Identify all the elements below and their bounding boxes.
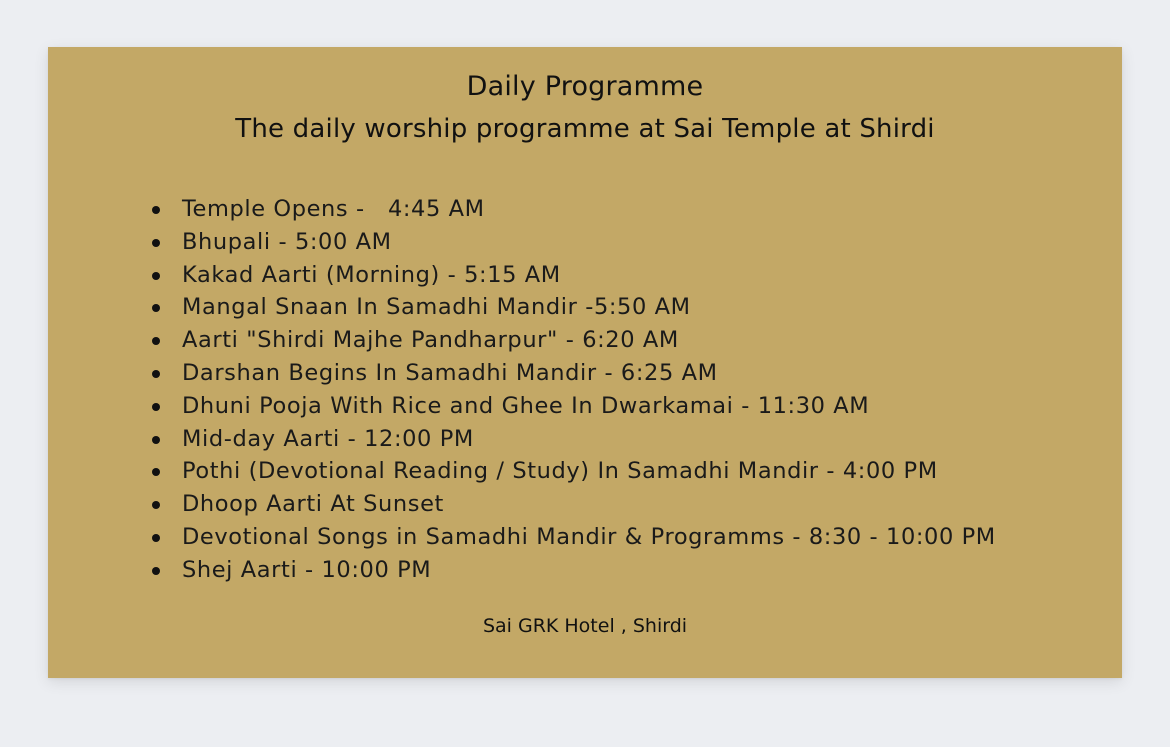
schedule-item-bhupali <box>149 226 996 259</box>
bullet-icon <box>152 304 160 312</box>
schedule-item-shej-aarti <box>149 554 996 587</box>
schedule-item-label: Kakad Aarti (Morning) - 5:15 AM <box>182 261 561 288</box>
schedule-item-label: Pothi (Devotional Reading / Study) In Samadhi Mandir - 4:00 PM <box>182 458 938 485</box>
schedule-item-label: Mangal Snaan In Samadhi Mandir -5:50 AM <box>182 294 691 321</box>
schedule-item-label: Bhupali - 5:00 AM <box>182 228 392 255</box>
schedule-item-label: Dhuni Pooja With Rice and Ghee In Dwarkamai - 11:30 AM <box>182 392 870 419</box>
schedule-item-dhuni-pooja <box>149 390 996 423</box>
schedule-item-dhoop-aarti <box>149 488 996 521</box>
schedule-item-temple-opens <box>149 193 996 226</box>
schedule-item-label: Mid-day Aarti - 12:00 PM <box>182 425 474 452</box>
bullet-icon <box>152 239 160 247</box>
schedule-item-kakad-aarti <box>149 259 996 292</box>
bullet-icon <box>152 370 160 378</box>
schedule-item-mid-day-aarti <box>149 423 996 456</box>
bullet-icon <box>152 567 160 575</box>
footer-caption: Sai GRK Hotel , Shirdi <box>482 615 688 637</box>
bullet-icon <box>152 468 160 476</box>
page-title: Daily Programme <box>466 71 704 102</box>
schedule-item-label: Aarti "Shirdi Majhe Pandharpur" - 6:20 AM <box>182 327 679 354</box>
bullet-icon <box>152 206 160 214</box>
bullet-icon <box>152 534 160 542</box>
schedule-item-darshan <box>149 357 996 390</box>
schedule-item-label: Darshan Begins In Samadhi Mandir - 6:25 AM <box>182 359 718 386</box>
schedule-item-mangal-snaan <box>149 291 996 324</box>
schedule-item-label: Temple Opens - 4:45 AM <box>182 196 485 222</box>
bullet-icon <box>152 272 160 280</box>
schedule-item-label: Dhoop Aarti At Sunset <box>182 491 444 518</box>
bullet-icon <box>152 436 160 444</box>
schedule-list <box>149 193 996 587</box>
bullet-icon <box>152 403 160 411</box>
page-subtitle: The daily worship programme at Sai Temple at Shirdi <box>235 114 935 144</box>
schedule-item-devotional-songs <box>149 521 996 554</box>
schedule-item-pothi <box>149 455 996 488</box>
schedule-item-label: Devotional Songs in Samadhi Mandir & Programms - 8:30 - 10:00 PM <box>182 523 996 550</box>
bullet-icon <box>152 501 160 509</box>
schedule-item-aarti-shirdi <box>149 324 996 357</box>
schedule-item-label: Shej Aarti - 10:00 PM <box>182 556 432 583</box>
bullet-icon <box>152 337 160 345</box>
programme-card <box>48 47 1122 678</box>
